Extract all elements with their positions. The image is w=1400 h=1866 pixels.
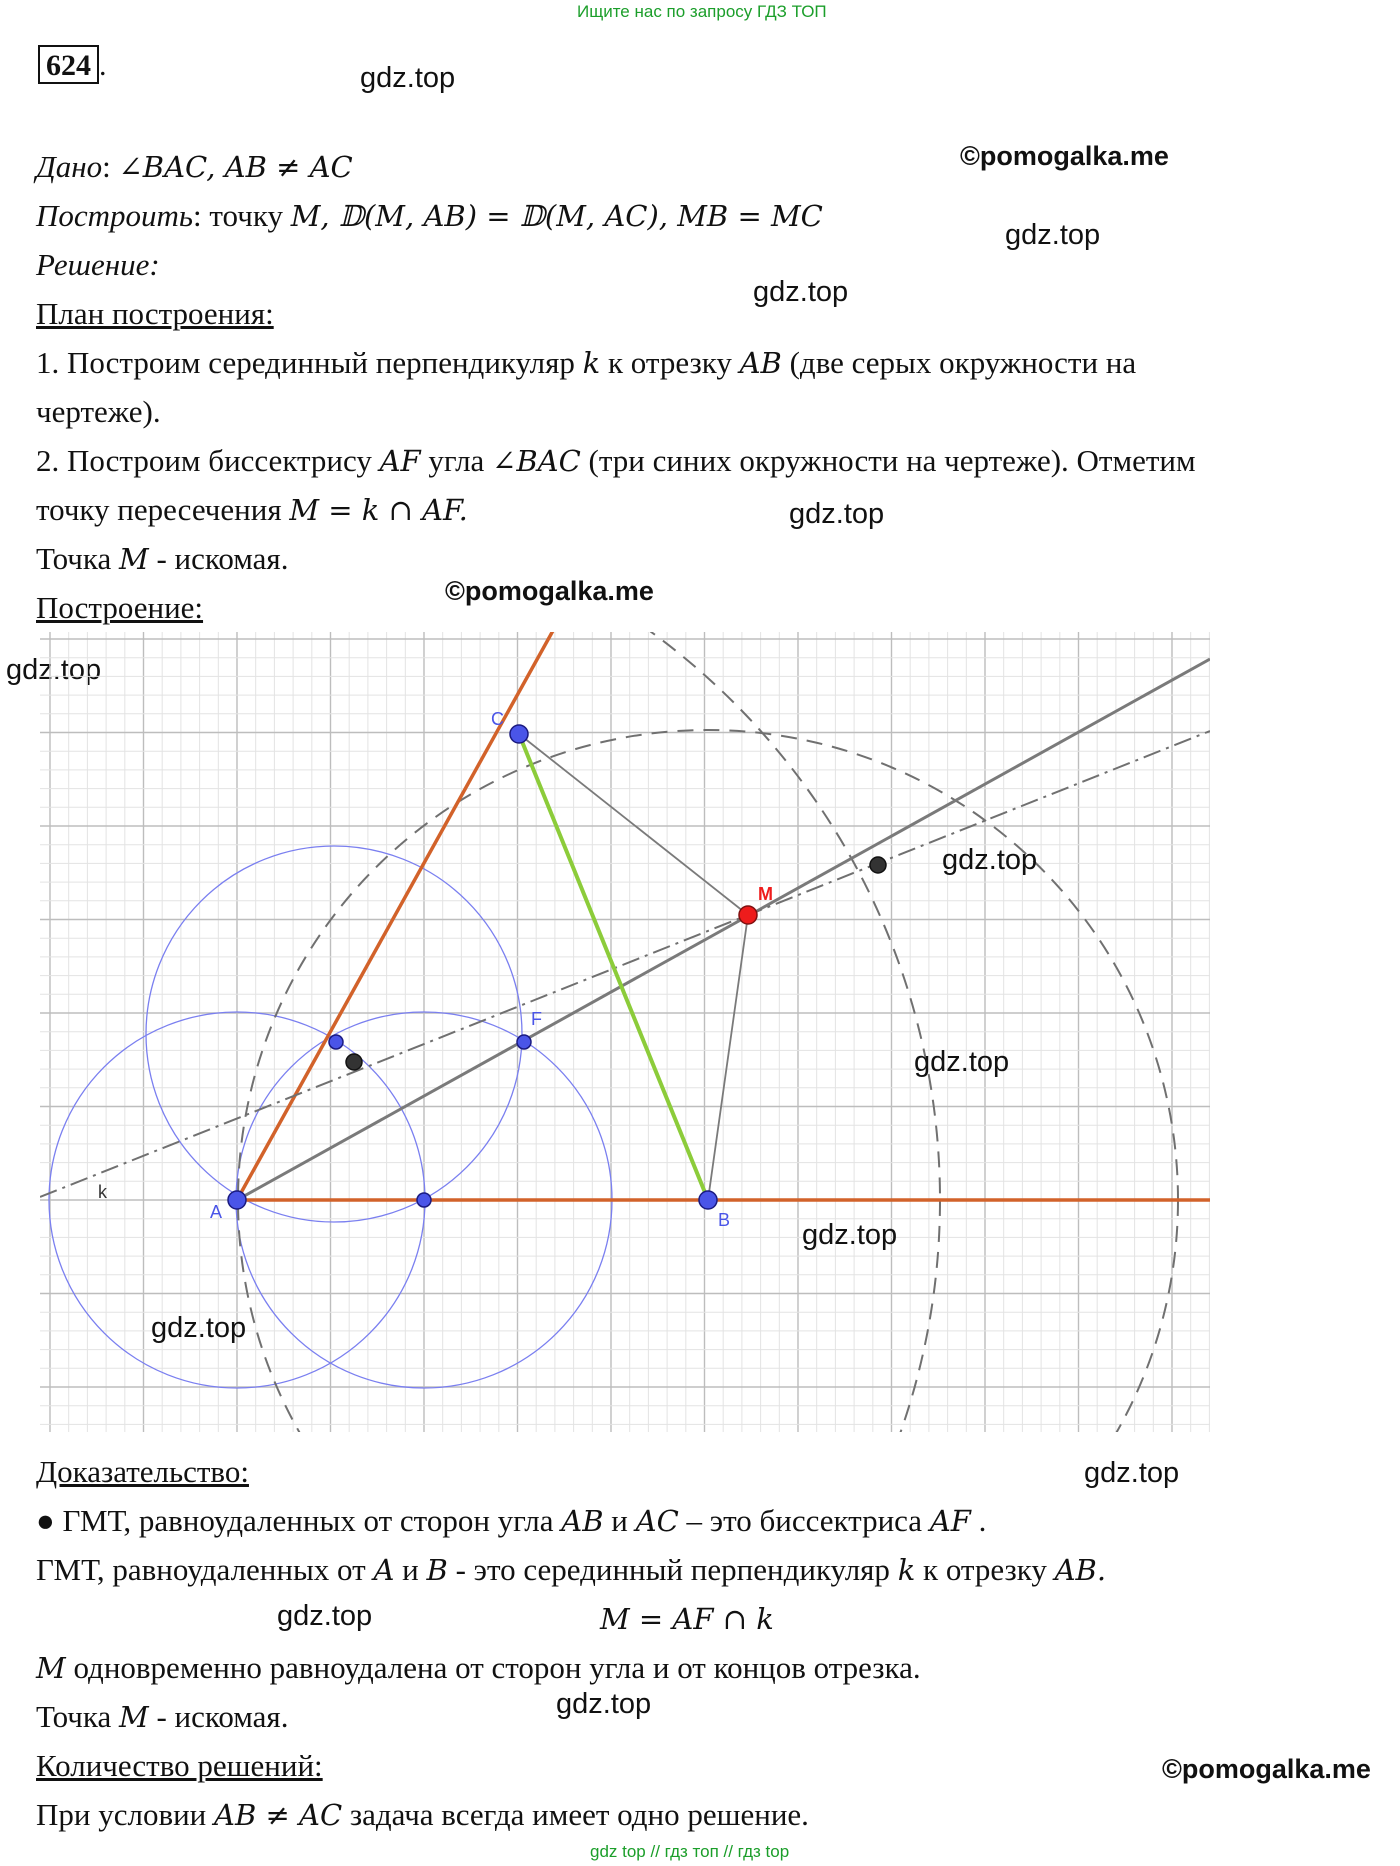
proof-line-3-math: M = AF ∩ k — [600, 1602, 774, 1636]
bisector-aux-point-ac — [329, 1035, 343, 1049]
proof-line-1-dot: . — [978, 1503, 987, 1538]
problem-number-box — [38, 49, 107, 83]
given-label: Дано — [36, 149, 103, 184]
top-banner: Ищите нас по запросу ГДЗ ТОП — [577, 2, 827, 21]
perpendicular-k — [40, 731, 1210, 1197]
watermark: gdz.top — [360, 62, 456, 94]
proof-line-1-text-b: – это биссектриса — [686, 1503, 923, 1538]
point-b — [699, 1191, 717, 1209]
bisector-circle-c — [146, 846, 522, 1222]
plan-result — [36, 539, 288, 579]
copyright-watermark: ©pomogalka.me — [960, 141, 1169, 171]
proof-line-1-and: и — [611, 1503, 628, 1538]
proof-line-5-text: Точка — [36, 1699, 112, 1734]
ray-ac — [237, 632, 580, 1200]
proof-line-2 — [36, 1550, 1106, 1590]
plan-step-2-angle: ∠BAC — [492, 444, 581, 478]
segment-bc — [519, 734, 708, 1200]
proof-line-5 — [36, 1697, 288, 1737]
plan-step-1-cont: чертеже). — [36, 394, 161, 429]
intersection-point-lower — [346, 1054, 362, 1070]
plan-step-2-text-c: (три синих окружности на чертеже). Отметим — [588, 443, 1196, 478]
count-text: При условии — [36, 1797, 207, 1832]
plan-step-1-k: k — [582, 346, 601, 380]
copyright-watermark: ©pomogalka.me — [1162, 1754, 1371, 1784]
construct-label: Построить — [36, 198, 194, 233]
count-text-b: задача всегда имеет одно решение. — [349, 1797, 809, 1832]
watermark: gdz.top — [6, 654, 102, 686]
proof-line-1-ac: AC — [635, 1504, 679, 1538]
given-line: Дано: ∠BAC, AB ≠ AC — [36, 149, 353, 184]
plan-step-1-text-c: (две серых окружности на — [789, 345, 1137, 380]
plan-step-2-af: AF — [379, 444, 421, 478]
watermark: gdz.top — [789, 498, 885, 530]
label-m: M — [758, 884, 773, 904]
proof-line-4 — [36, 1648, 921, 1688]
proof-line-2-and: и — [402, 1552, 419, 1587]
proof-line-4-text: одновременно равноудалена от сторон угла и от концов отрезка. — [73, 1650, 921, 1685]
watermark: gdz.top — [942, 844, 1038, 876]
proof-line-1-text: ● ГМТ, равноудаленных от сторон угла — [36, 1503, 554, 1538]
watermark: gdz.top — [802, 1219, 898, 1251]
label-a: A — [210, 1202, 223, 1222]
plan-step-1-ab: AB — [739, 346, 782, 380]
watermark: gdz.top — [556, 1688, 652, 1720]
point-m — [739, 906, 757, 924]
proof-line-2-ab: AB. — [1054, 1553, 1107, 1587]
solution-label-text: Решение — [36, 247, 150, 282]
perpendicular-circle-b — [238, 730, 1178, 1432]
problem-number-dot: . — [99, 49, 107, 82]
proof-line-1-af: AF — [929, 1504, 971, 1538]
proof-line-1-ab: AB — [561, 1504, 604, 1538]
footer-links: gdz top // гдз топ // гдз top — [590, 1842, 790, 1861]
copyright-watermark: ©pomogalka.me — [445, 576, 654, 606]
segment-cm — [519, 734, 748, 915]
solution-label: Решение: — [36, 247, 160, 282]
proof-line-1 — [36, 1501, 986, 1541]
label-f: F — [531, 1009, 542, 1029]
proof-line-2-text-b: - это серединный перпендикуляр — [455, 1552, 890, 1587]
plan-heading: План построения: — [36, 296, 274, 331]
intersection-point-upper — [870, 857, 886, 873]
construct-math: M, 𝔻(M, AB) = 𝔻(M, AC), MB = MC — [290, 199, 823, 233]
label-k: k — [98, 1182, 107, 1202]
construct-text: точку — [209, 198, 283, 233]
watermark: gdz.top — [753, 276, 849, 308]
plan-result-m: M — [119, 542, 149, 576]
plan-step-1 — [36, 343, 1136, 383]
proof-line-2-k: k — [897, 1553, 916, 1587]
construct-line: Построить: точку M, 𝔻(M, AB) = 𝔻(M, AC), MB = MC — [36, 198, 823, 233]
point-c — [510, 725, 528, 743]
construction-heading: Построение: — [36, 590, 204, 625]
label-c: C — [491, 709, 504, 729]
bisector-aux-point-ab — [417, 1193, 431, 1207]
count-line — [36, 1795, 809, 1835]
plan-result-text: Точка — [36, 541, 112, 576]
plan-step-2-cont — [36, 490, 468, 530]
watermark: gdz.top — [151, 1312, 247, 1344]
proof-line-2-text: ГМТ, равноудаленных от — [36, 1552, 366, 1587]
plan-result-text-b: - искомая. — [156, 541, 289, 576]
proof-line-5-text-b: - искомая. — [156, 1699, 289, 1734]
label-b: B — [718, 1210, 731, 1230]
watermark: gdz.top — [1084, 1457, 1180, 1489]
watermark: gdz.top — [277, 1600, 373, 1632]
plan-step-2 — [36, 441, 1196, 481]
proof-line-5-m: M — [119, 1700, 149, 1734]
proof-line-2-text-c: к отрезку — [923, 1552, 1047, 1587]
proof-heading: Доказательство: — [36, 1454, 249, 1489]
plan-step-2-math: M = k ∩ AF. — [289, 493, 468, 527]
point-a — [228, 1191, 246, 1209]
plan-step-1-text: 1. Построим серединный перпендикуляр — [36, 345, 575, 380]
problem-number: 624 — [38, 45, 99, 84]
plan-step-1-text-b: к отрезку — [607, 345, 732, 380]
watermark: gdz.top — [914, 1046, 1010, 1078]
proof-line-4-m: M — [36, 1651, 66, 1685]
point-f — [517, 1035, 531, 1049]
count-math: AB ≠ AC — [214, 1798, 343, 1832]
proof-line-2-a: A — [373, 1553, 395, 1587]
given-math: ∠BAC, AB ≠ AC — [118, 150, 353, 184]
plan-step-2-text-d: точку пересечения — [36, 492, 282, 527]
proof-line-2-b: B — [426, 1553, 448, 1587]
plan-step-2-text-b: угла — [428, 443, 485, 478]
count-heading: Количество решений: — [36, 1748, 323, 1783]
watermark: gdz.top — [1005, 219, 1101, 251]
plan-step-2-text: 2. Построим биссектрису — [36, 443, 372, 478]
